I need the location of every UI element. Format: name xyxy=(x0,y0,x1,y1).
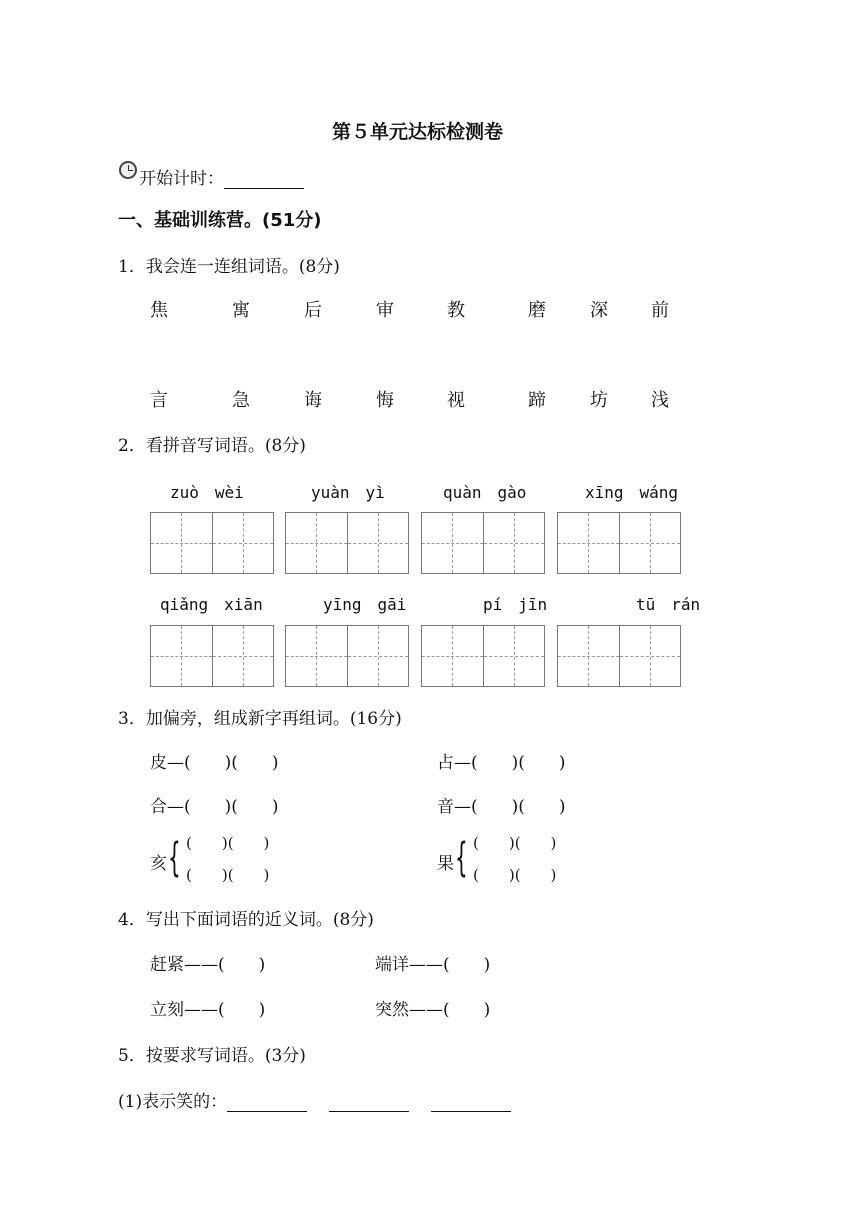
q2-pinyin-4: xīng wáng xyxy=(585,483,679,502)
q2-label: 2．看拼音写词语。(8分) xyxy=(118,436,306,456)
q1-bottom-6[interactable]: 坊 xyxy=(590,390,608,411)
writing-grid-6[interactable] xyxy=(285,625,409,687)
timer-label xyxy=(139,164,304,189)
q1-top-7[interactable]: 前 xyxy=(651,300,669,321)
answer-blank-2[interactable] xyxy=(329,1094,409,1112)
q2-pinyin-2: yuàn yì xyxy=(311,483,385,502)
brace-icon: { xyxy=(455,835,468,881)
q1-bottom-2[interactable]: 诲 xyxy=(304,390,322,411)
q1-top-6[interactable]: 深 xyxy=(590,300,608,321)
q3-brace-2-line-2[interactable]: ( )( ) xyxy=(473,866,557,884)
q2-pinyin-1: zuò wèi xyxy=(170,483,244,502)
writing-grid-7[interactable] xyxy=(421,625,545,687)
q3-item-3[interactable]: 合—( )( ) xyxy=(150,797,279,817)
q3-brace-1-line-2[interactable]: ( )( ) xyxy=(186,866,270,884)
writing-grid-2[interactable] xyxy=(285,512,409,574)
q1-bottom-7[interactable]: 浅 xyxy=(651,390,669,411)
q3-brace-1-line-1[interactable]: ( )( ) xyxy=(186,834,270,852)
brace-icon: { xyxy=(168,835,181,881)
page-title: 第５单元达标检测卷 xyxy=(332,121,504,143)
q5-sub-1-text: (1)表示笑的： xyxy=(118,1092,228,1112)
timer-label-text: 开始计时： xyxy=(139,169,224,189)
q3-item-4[interactable]: 音—( )( ) xyxy=(437,797,566,817)
q3-brace-char-2: 果 xyxy=(437,854,454,874)
q5-sub-1 xyxy=(118,1087,511,1112)
q4-label: 4．写出下面词语的近义词。(8分) xyxy=(118,910,374,930)
q1-top-2[interactable]: 后 xyxy=(304,300,322,321)
q3-item-2[interactable]: 占—( )( ) xyxy=(437,753,566,773)
q1-top-5[interactable]: 磨 xyxy=(528,300,546,321)
q3-brace-2-line-1[interactable]: ( )( ) xyxy=(473,834,557,852)
section-1-heading: 一、基础训练营。(51分) xyxy=(118,210,322,231)
answer-blank-1[interactable] xyxy=(227,1094,307,1112)
writing-grid-5[interactable] xyxy=(150,625,274,687)
q1-bottom-0[interactable]: 言 xyxy=(150,390,168,411)
q1-bottom-5[interactable]: 蹄 xyxy=(528,390,546,411)
q1-top-4[interactable]: 教 xyxy=(447,300,465,321)
q3-brace-char-1: 亥 xyxy=(150,854,167,874)
q4-item-4[interactable]: 突然——( ) xyxy=(375,1000,491,1020)
q2-pinyin-5: qiǎng xiān xyxy=(160,595,263,614)
answer-blank-3[interactable] xyxy=(431,1094,511,1112)
q1-bottom-4[interactable]: 视 xyxy=(447,390,465,411)
q1-top-1[interactable]: 寓 xyxy=(232,300,250,321)
q5-label: 5．按要求写词语。(3分) xyxy=(118,1046,306,1066)
q1-bottom-3[interactable]: 悔 xyxy=(376,390,394,411)
q4-item-1[interactable]: 赶紧——( ) xyxy=(150,955,266,975)
writing-grid-3[interactable] xyxy=(421,512,545,574)
q2-pinyin-8: tū rán xyxy=(636,595,701,614)
clock-icon xyxy=(119,161,137,179)
q1-label: 1．我会连一连组词语。(8分) xyxy=(118,257,340,277)
q3-item-1[interactable]: 皮—( )( ) xyxy=(150,753,279,773)
writing-grid-4[interactable] xyxy=(557,512,681,574)
q1-top-0[interactable]: 焦 xyxy=(150,300,168,321)
writing-grid-1[interactable] xyxy=(150,512,274,574)
q4-item-2[interactable]: 端详——( ) xyxy=(375,955,491,975)
writing-grid-8[interactable] xyxy=(557,625,681,687)
q1-bottom-1[interactable]: 急 xyxy=(232,390,250,411)
q1-top-3[interactable]: 审 xyxy=(376,300,394,321)
q3-label: 3．加偏旁，组成新字再组词。(16分) xyxy=(118,709,402,729)
q4-item-3[interactable]: 立刻——( ) xyxy=(150,1000,266,1020)
q2-pinyin-3: quàn gào xyxy=(443,483,527,502)
timer-blank[interactable] xyxy=(224,171,304,189)
q2-pinyin-7: pí jīn xyxy=(483,595,548,614)
q2-pinyin-6: yīng gāi xyxy=(323,595,407,614)
